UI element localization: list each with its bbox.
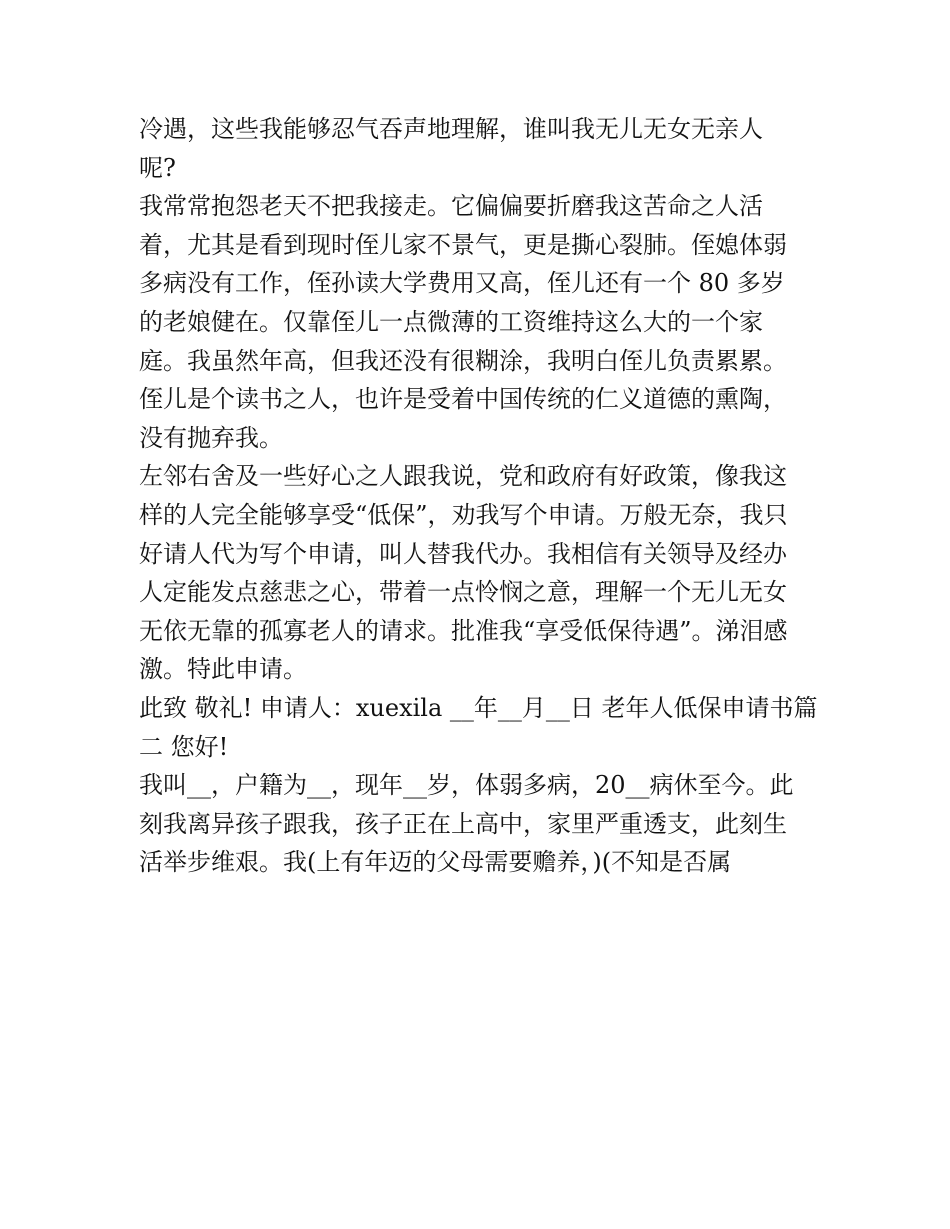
text-line: 刻我离异孩子跟我，孩子正在上高中，家里严重透支，此刻生 (139, 809, 787, 838)
document-body (139, 110, 819, 882)
text-line: 着，尤其是看到现时侄儿家不景气，更是撕心裂肺。侄媳体弱 (139, 230, 787, 259)
text-line: 激。特此申请。 (139, 655, 307, 684)
text-line: 无依无靠的孤寡老人的请求。批准我“享受低保待遇”。涕泪感 (139, 616, 788, 645)
text-line: 二 您好! (139, 732, 229, 761)
text-line: 左邻右舍及一些好心之人跟我说，党和政府有好政策，像我这 (139, 462, 787, 491)
text-line: 庭。我虽然年高，但我还没有很糊涂，我明白侄儿负责累累。 (139, 346, 787, 375)
text-line: 多病没有工作，侄孙读大学费用又高，侄儿还有一个 80 多岁 (139, 269, 785, 298)
text-line: 没有抛弃我。 (139, 423, 283, 452)
text-line: 呢? (139, 153, 176, 182)
text-line: 好请人代为写个申请，叫人替我代办。我相信有关领导及经办 (139, 539, 787, 568)
text-line: 的老娘健在。仅靠侄儿一点微薄的工资维持这么大的一个家 (139, 307, 763, 336)
text-line: 冷遇，这些我能够忍气吞声地理解，谁叫我无儿无女无亲人 (139, 115, 763, 143)
text-line: 样的人完全能够享受“低保”，劝我写个申请。万般无奈，我只 (139, 500, 788, 529)
text-line: 人定能发点慈悲之心，带着一点怜悯之意，理解一个无儿无女 (139, 578, 787, 607)
text-line: 活举步维艰。我(上有年迈的父母需要赡养，)(不知是否属 (139, 848, 732, 877)
text-line: 此致 敬礼! 申请人：xuexila __年__月__日 老年人低保申请书篇 (139, 693, 818, 722)
text-line: 我常常抱怨老天不把我接走。它偏偏要折磨我这苦命之人活 (139, 192, 763, 221)
text-line: 侄儿是个读书之人，也许是受着中国传统的仁义道德的熏陶， (139, 385, 787, 414)
text-line: 我叫__，户籍为__，现年__岁，体弱多病，20__病休至今。此 (139, 771, 794, 800)
